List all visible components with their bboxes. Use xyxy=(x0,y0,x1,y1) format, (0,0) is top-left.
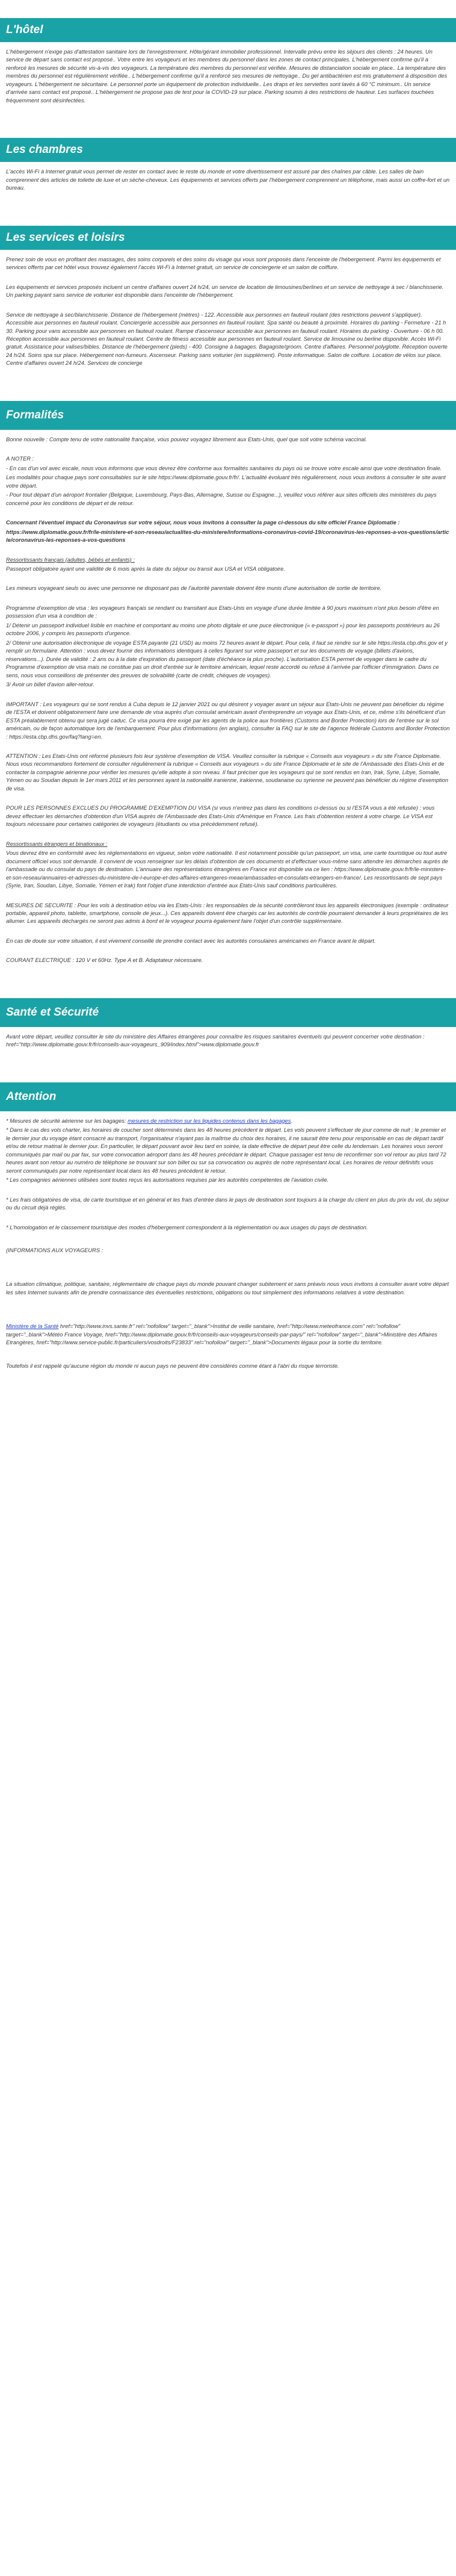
section-attention xyxy=(0,1082,456,1383)
formalites-etrangers: Vous devrez être en conformité avec les réglementations en vigueur, selon votre nationalité. Il est notamment possible qu'un passeport, un visa, une carte touristique ou tout autre document officiel vous soit demandé. Il convient de vous renseigner sur les délais d'obtention de ces documents et d'effectuer vous-même sans attendre les démarches auprès de l'ambassade ou du consulat du pays de destination. L'annuaire des représentations étrangères en France est disponible via ce lien : https://www.diplomatie.gouv.fr/fr/le-ministere-et-son-reseau/annuaires-et-adresses-du-ministere-de-l-europe-et-des-affaires-etrangeres-meae/ambassades-et-consulats-etrangers-en-france/. Les ressortissants de sept pays (Syrie, Iran, Soudan, Libye, Somalie, Yémen et Irak) font l'objet d'une interdiction d'entrée aux Etats-Unis sauf conditions particulières. xyxy=(6,850,448,889)
services-paragraph-2: Les équipements et services proposés incluent un centre d'affaires ouvert 24 h/24, un service de location de limousines/berlines et un service de nettoyage à sec / blanchisserie. Un parking payant sans service de voiturier est disponible dans l'enceinte de l'hébergement. xyxy=(6,284,444,299)
section-title-hotel: L'hôtel xyxy=(0,18,456,42)
attention-homologation: * L'homologation et le classement touristique des modes d'hébergement correspondent à la réglementation ou aux usages du pays de destination. xyxy=(6,1224,368,1231)
formalites-intro: Bonne nouvelle : Compte tenu de votre nationalité française, vous pouvez voyagez librement aux Etats-Unis, quel que soit votre schéma vaccinal. xyxy=(6,436,367,442)
hotel-description: L'hébergement n'exige pas d'attestation sanitaire lors de l'enregistrement. Hôte/gérant immobilier professionnel. Intervalle prévu entre les séjours des clients : 24 heures. Un service de départ sans contact est proposé.. Votre entre les voyageurs et les membres du personnel dans les zones de contact principales. L'hébergement confirme qu'il a renforcé les mesures de sécurité vis-à-vis des voyageurs. La température des membres du personnel est vérifiée. Mesures de distanciation sociale en place.. La température des membres du personnel est régulièrement vérifiée.. L'hébergement confirme qu'il a renforcé ses mesures de nettoyage.. Du gel antibactérien est mis gratuitement à disposition des voyageurs. L'hébergement ne sécuritaire. Le personnel porte un équipement de protection individuelle.. Les draps et les serviettes sont lavés à 60 °C minimum.. Un service d'arrivée sans contact est proposé.. L'hébergement ne propose pas de test pour la COVID-19 sur place. Parking soumis à des restrictions de hauteur. Les surfaces touchées fréquemment sont désinfectées. xyxy=(6,49,448,104)
attention-liens-text: href="http://www.invs.sante.fr" rel="nofollow" target="_blank">Institut de veille sanitaire, href="http://www.meteofrance.com" rel="nofollow" target="_blank">Météo France Voyage, href="http://www.diplomatie.gouv.fr/fr/conseils-aux-voyageurs/conseils-par-pays/" rel="nofollow" target="_blank">Ministère des Affaires Etrangères, href="http://www.service-public.fr/particuliers/vosdroits/F23833" rel="nofollow" target="_blank">Documents légaux pour la sortie du territoire. xyxy=(6,1323,437,1346)
attention-situation: La situation climatique, politique, sanitaire, réglementaire de chaque pays du monde pouvant changer subitement et sans préavis nous vous invitons à consulter avant votre départ les sites Internet suivants afin de prendre connaissance des éventuelles restrictions, obligations ou tout simplement des informations relatives à votre destination. xyxy=(6,1281,449,1296)
attention-frais: * Les frais obligatoires de visa, de carte touristique et en général et les frais d'entrée dans le pays de destination sont toujours à la charge du client en plus du prix du vol, du séjour ou du circuit déjà réglés. xyxy=(6,1196,449,1211)
formalites-note-heading: A NOTER : xyxy=(6,456,34,462)
attention-terrorisme: Toutefois il est rappelé qu'aucune région du monde ni aucun pays ne peuvent être considérés comme étant à l'abri du risque terroriste. xyxy=(6,1362,339,1369)
attention-infos-voyageurs: (INFORMATIONS AUX VOYAGEURS : xyxy=(6,1247,103,1253)
section-formalites xyxy=(0,401,456,978)
services-paragraph-3: Service de nettoyage à sec/blanchisserie. Distance de l'hébergement (mètres) - 122. Accessible aux personnes en fauteuil roulant (des restrictions peuvent s'appliquer). Accessible aux personnes en fauteuil roulant. Conciergerie accessible aux personnes en fauteuil roulant. Spa santé ou beauté à proximité. Horaires du parking - Fermeture - 21 h 30. Parking pour vans accessible aux personnes en fauteuil roulant. Rampe d'ascenseur accessible aux personnes en fauteuil roulant. Horaires du parking - Ouverture - 06 h 00. Réception accessible aux personnes en fauteuil roulant. Centre de fitness accessible aux personnes en fauteuil roulant. Service de limousine ou berline disponible. Accès Wi-Fi gratuit. Assistance pour valises/bibles. Distance de l'hébergement (pieds) - 400. Consigne à bagages. Bagagiste/groom. Centre d'affaires. Personnel polyglotte. Réception ouverte 24 h/24. Soins spa sur place. Hébergement non-fumeurs. Ascenseur. Parking sans voiturier (en supplément). Poste informatique. Salon de coiffure. Location de vélos sur place. Centre d'affaires ouvert 24 h/24. Services de concierge xyxy=(6,311,448,367)
chambres-description: L'accès Wi-Fi à Internet gratuit vous permet de rester en contact avec le reste du monde et votre divertissement est assuré par des chaînes par câble. Les salles de bain comprennent des articles de toilette de luxe et un sèche-cheveux. Les équipements et services offerts par l'hébergement comprennent un téléphone, mais aussi un coffre-fort et un bureau. xyxy=(6,169,450,191)
attention-bagages xyxy=(6,1117,450,1125)
formalites-exemption-3: 3/ Avoir un billet d'avion aller-retour. xyxy=(6,681,94,688)
formalites-note-escale: - En cas d'un vol avec escale, nous vous informons que vous devrez être conforme aux formalités sanitaires du pays où se trouve votre escale ainsi que votre destination finale. xyxy=(6,465,442,471)
services-paragraph-1: Prenez soin de vous en profitant des massages, des soins corporels et des soins du visage qui vous sont proposés dans l'enceinte de l'hébergement. Parmi les équipements et services offerts par cet hôtel vous trouvez également l'accès Wi-Fi à Internet gratuit, un service de conciergerie et un salon de coiffure. xyxy=(6,256,441,271)
attention-liens xyxy=(6,1323,450,1347)
formalites-note-modalites: Les modalités pour chaque pays sont consultables sur le site https://www.diplomatie.gouv.fr/fr/. L'actualité évoluant très régulièrement, nous vous invitons à consulter le site avant votre départ. xyxy=(6,474,446,489)
formalites-ressortissants-heading: Ressortissants français (adultes, bébés et enfants) : xyxy=(6,556,135,563)
formalites-attention: ATTENTION : Les Etats-Unis ont réformé plusieurs fois leur système d'exemption de VISA. Veuillez consulter la rubrique « Conseils aux voyageurs » du site France Diplomatie. Nous vous recommandons fortement de consulter régulièrement la rubrique « Conseils aux voyageurs » du site France Diplomatie et le site de l'Ambassade des Etats-Unis et de contacter la compagnie aérienne pour vérifier les mesures qu'elle adopte à son niveau. Il faut préciser que les voyageurs qui se sont rendus en Iran, Irak, Syrie, Libye, Somalie, Yémen ou au Soudan depuis le 1er mars 2011 et les personnes ayant la nationalité iranienne, irakienne, soudanaise ou syrienne ne peuvent pas bénéficier du régime d'exemption de visa. xyxy=(6,753,448,792)
formalites-exclues: POUR LES PERSONNES EXCLUES DU PROGRAMME D'EXEMPTION DU VISA (si vous n'entrez pas dans les conditions ci-dessus ou si l'ESTA vous a été refusée) : vous devez effectuer les démarches d'obtention d'un VISA auprès de l'Ambassade des Etats-Unis d'Amérique en France. Les frais d'obtention restent à votre charge. Le VISA est toujours nécessaire pour certaines catégories de voyageurs (étudiants ou visa précédemment refusé). xyxy=(6,805,435,828)
formalites-securite: MESURES DE SECURITE : Pour les vols à destination et/ou via les Etats-Unis : les responsables de la sécurité contrôleront tous les appareils électroniques (exemple : ordinateur portable, appareil photo, tablette, smartphone, console de jeux...). Ces appareils doivent être chargés car les autorités de contrôle pourraient demander à leurs propriétaires de les allumer. Les appareils déchargés ne seront pas admis à bord et le voyageur pourra également faire l'objet d'un contrôle supplémentaire. xyxy=(6,902,449,925)
formalites-coronavirus-heading: Concernant l'éventuel impact du Coronavirus sur votre séjour, nous vous invitons à consulter la page ci-dessous du site officiel France Diplomatie : xyxy=(6,520,400,526)
section-title-chambres: Les chambres xyxy=(0,138,456,162)
attention-horaires: * Dans le cas des vols charter, les horaires de coucher sont déterminés dans les 48 heures précédent le départ. Les vols peuvent s'effectuer de jour comme de nuit ; le premier et le dernier jour du voyage étant consacré au transport, l'organisateur n'ayant pas la maîtrise du choix des horaires, il ne saurait être tenu pour responsable en cas de départ tardif et/ou de retour matinal le dernier jour. En particulier, le départ pouvant avoir lieu tard en soirée, la date effective de départ peut être celle du lendemain. Les horaires vous seront communiqués par mail ou par fax, sur votre convocation aéroport dans les 48 heures précédant le départ. Chaque passager est tenu de reconfirmer son vol retour au plus tard 72 heures avant son retour au numéro de téléphone se trouvant sur son billet ou sur sa convocation ou auprès de notre représentant local. Les horaires de retour définitifs vous seront communiqués par notre représentant local dans les 48 heures précédent le retour. xyxy=(6,1127,446,1174)
formalites-passeport: Passeport obligatoire ayant une validité de 6 mois après la date du séjour ou transit aux USA et VISA obligatoire. xyxy=(6,566,285,572)
section-services xyxy=(0,226,456,380)
section-title-sante: Santé et Sécurité xyxy=(0,998,456,1027)
section-chambres xyxy=(0,138,456,205)
section-title-formalites: Formalités xyxy=(0,401,456,430)
section-hotel xyxy=(0,18,456,117)
formalites-exemption-1: 1/ Détenir un passeport individuel lisible en machine et comportant au moins une photo digitale et une puce électronique (« e-passport ») pour les passeports postérieurs au 26 octobre 2006, y compris les passeports d'urgence. xyxy=(6,622,440,637)
formalites-etrangers-heading: Ressortissants étrangers et binationaux : xyxy=(6,840,108,847)
section-sante xyxy=(0,998,456,1062)
formalites-coronavirus-link[interactable]: https://www.diplomatie.gouv.fr/fr/le-ministere-et-son-reseau/actualites-du-ministere/informations-coronavirus-covid-19/coronavirus-les-reponses-a-vos-questions/article/coronavirus-les-reponses-a-vos-questions xyxy=(6,529,449,544)
page xyxy=(0,18,456,1389)
attention-bagages-text: * Mesures de sécurité aérienne sur les bagages: xyxy=(6,1117,128,1124)
ministere-sante-link[interactable]: Ministère de la Santé xyxy=(6,1323,59,1330)
section-title-attention: Attention xyxy=(0,1082,456,1111)
formalites-mineurs: Les mineurs voyageant seuls ou avec une personne ne disposant pas de l'autorité parentale doivent être munis d'une autorisation de sortie de territoire. xyxy=(6,585,382,592)
formalites-exemption-intro: Programme d'exemption de visa : les voyageurs français se rendant ou transitant aux Etats-Unis en voyage d'une durée limitée à 90 jours maximum n'ont plus besoin d'être en possession d'un visa à condition de : xyxy=(6,604,439,619)
attention-compagnies: * Les compagnies aériennes utilisées sont toutes reçus les autorisations requises par les autorités compétentes de l'aviation civile. xyxy=(6,1177,329,1184)
section-title-services: Les services et loisirs xyxy=(0,226,456,250)
attention-bagages-end: . xyxy=(291,1117,292,1124)
formalites-exemption-2: 2/ Obtenir une autorisation électronique de voyage ESTA payante (21 USD) au moins 72 heures avant le départ. Pour cela, il faut se rendre sur le site https://esta.cbp.dhs.gov et y remplir un formulaire. Attention : vous devez fournir des informations identiques à celles figurant sur votre passeport et sur les documents de voyage (billets d'avions, réservations...). Durée de validité : 2 ans ou à la date d'expiration du passeport (date d'échéance la plus proche). L'autorisation ESTA permet de voyager dans le cadre du Programme d'exemption de visa mais ne constitue pas un droit d'entrée sur le territoire américain, lequel reste accordé ou refusé à l'arrivée par l'officier d'immigration. Dans ce sens, nous vous conseillons de présenter des preuves de solvabilité (carte de crédit, chèques de voyages). xyxy=(6,639,448,678)
liquides-restriction-link[interactable]: mesures de restriction sur les liquides contenus dans les bagages xyxy=(128,1117,291,1124)
formalites-courant: COURANT ELECTRIQUE : 120 V et 60Hz. Type A et B. Adaptateur nécessaire. xyxy=(6,957,203,964)
formalites-doute: En cas de doute sur votre situation, il est vivement conseillé de prendre contact avec les autorités consulaires américaines en France avant le départ. xyxy=(6,937,376,944)
sante-description: Avant votre départ, veuillez consulter le site du ministère des Affaires étrangères pour connaître les risques sanitaires éventuels qui peuvent concerner votre destination : href="http://www.diplomatie.gouv.fr/fr/conseils-aux-voyageurs_909/index.html">www.diplomatie.gouv.fr xyxy=(6,1033,425,1048)
formalites-important: IMPORTANT : Les voyageurs qui se sont rendus à Cuba depuis le 12 janvier 2021 ou qui désirent y voyager avant un séjour aux Etats-Unis ne peuvent pas bénéficier du régime de l'ESTA et doivent obligatoirement faire une demande de visa auprès d'un consulat américain avant d'entreprendre un voyage aux Etats-Unis, et ce, même s'ils bénéficient d'un ESTA préalablement obtenu qui sera jugé caduc. Ce visa pourra être exigé par les agents de la police aux frontières (Customs and Border Protection) lors de l'entrée sur le sol américain, ou de façon automatique lors de l'embarquement. Pour plus d'informations (en anglais), consulter la FAQ sur le site de l'agence fédérale Customs and Border Protection : https://esta.cbp.dhs.gov/faq?lang=en. xyxy=(6,701,450,740)
formalites-note-frontalier: - Pour tout départ d'un aéroport frontalier (Belgique, Luxembourg, Pays-Bas, Allemagne, Suisse ou Espagne...), veuillez vous référer aux sites officiels des ministères du pays concerné pour les conditions de départ et de retour. xyxy=(6,492,437,506)
